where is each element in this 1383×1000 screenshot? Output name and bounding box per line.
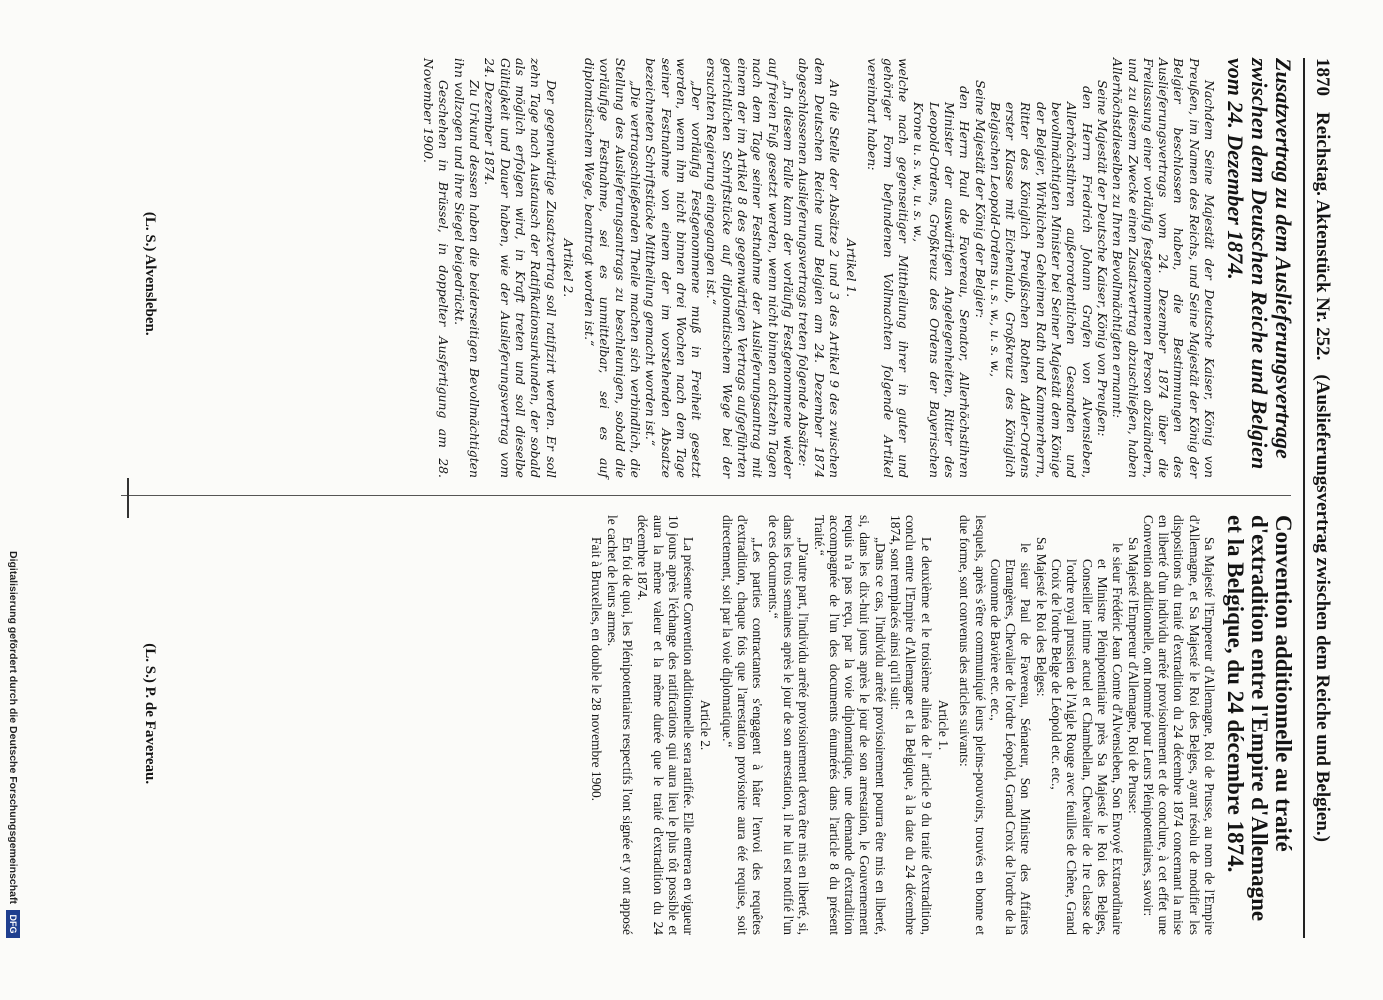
header-title: Reichstag. Aktenstück Nr. 252. [1312, 112, 1333, 361]
running-header [1303, 58, 1339, 938]
french-signed-at: Fait à Bruxelles, en double le 28 novembre 1900. [589, 537, 605, 802]
german-plenipotentiary-1: den Herrn Friedrich Johann Grafen von Alvensleben, Allerhöchstihren außerordentlichen Gesandten und bevollmächtigten Minister bei Seiner Majestät dem Könige der Belgier, Wirklichen Geheimen Rath und Kammerherrn, Ritter des Königlich Preußischen Rothen Adler-Ordens erster Klasse mit Eichenlaub, Großkreuz des Königlich Belgischen Leopold-Ordens u. s. w., u. s. w., [987, 86, 1095, 478]
signatory-2: P. de Favereau. [142, 686, 158, 785]
german-column [421, 58, 1295, 478]
signature-favereau [141, 643, 158, 784]
closing-rule [127, 478, 129, 518]
german-sovereign-1: Seine Majestät der Deutsche Kaiser, König von Preußen: [1094, 80, 1110, 437]
seal-1: (L. S.) [142, 211, 158, 252]
german-title: Zusatzvertrag zu dem Auslieferungsvertrage zwischen dem Deutschen Reiche und Belgien vom 24. Dezember 1874. [1223, 58, 1296, 470]
header-subtitle: (Auslieferungsvertrag zwischen dem Reiche und Belgien.) [1312, 374, 1333, 842]
french-article-2-text: La présente Convention additionnelle sera ratifiée. Elle entrera en vigueur 10 jours après l'échange des ratifications qui aura lieu le plus tôt possible et aura la même valeur et la même durée que le traité d'extradition du 24 décembre 1874. [635, 515, 697, 935]
seal-2: (L. S.) [142, 643, 158, 683]
german-article-1-quote-1: „In diesem Falle kann der vorläufig Festgenommene wieder auf freien Fuß gesetzt werden, wenn nicht binnen achtzehn Tagen nach dem Tage seiner Festnahme der Auslieferungsantrag mit einem der im Artikel 8 des gegenwärtigen Vertrags aufgeführten gerichtlichen Schriftstücke auf diplomatischem Wege bei der ersuchten Regierung eingegangen ist.“ [704, 58, 796, 478]
french-attestation: En foi de quoi, les Plénipotentiaires respectifs l'ont signée et y ont apposé le cachet de leurs armes. [604, 515, 636, 935]
french-article-1-text: Le deuxième et le troisième alinéa de l' article 9 du traité d'extradition, conclu entre l'Empire d'Allemagne et la Belgique, à la date du 24 décembre 1874, sont remplacés ainsi qu'il suit: [888, 515, 934, 935]
french-article-1-quote-3: „Les parties contractantes s'engagent à hâter l'envoi des requêtes d'extradition, chaque fois que l'arrestation provisoire aura été requise, soit directement, soit par la voie diplomatique.“ [719, 515, 766, 935]
german-plenipotentiary-2: den Herrn Paul de Favereau, Senator, Allerhöchstihren Minister der auswärtigen Angelegenheiten, Ritter des Leopold-Ordens, Großkreuz des Ordens der Bayerischen Krone u. s. w., u. s. w., [911, 86, 973, 478]
german-article-1-text: An die Stelle der Absätze 2 und 3 des Artikel 9 des zwischen dem Deutschen Reiche und Belgien am 24. Dezember 1874 abgeschlossenen Auslieferungsvertrags treten folgende Absätze: [796, 58, 842, 478]
french-article-1-heading: Article 1. [935, 699, 951, 751]
german-agreement: welche nach gegenseitiger Mittheilung ihrer in guter und gehöriger Form befundenen Vollmachten folgende Artikel vereinbart haben: [865, 58, 912, 478]
credit-text: Digitalisierung gefördert durch die Deutsche Forschungsgemeinschaft [7, 551, 19, 904]
french-sovereign-2: Sa Majesté le Roi des Belges: [1033, 537, 1049, 697]
german-attestation: Zu Urkund dessen haben die beiderseitigen Bevollmächtigten ihn vollzogen und ihre Siegel beigedrückt. [451, 58, 483, 478]
french-article-2-heading: Article 2. [698, 699, 714, 751]
french-title: Convention additionnelle au traité d'extradition entre l'Empire d'Allemagne et la Belgique, du 24 décembre 1874. [1223, 515, 1296, 922]
german-sovereign-2: Seine Majestät der König der Belgier: [972, 80, 988, 319]
french-sovereign-1: Sa Majesté l'Empereur d'Allemagne, Roi de Prusse: [1125, 537, 1141, 814]
french-article-1-quote-1: „Dans ce cas, l'individu arrêté provisoirement pourra être mis en liberté, si, dans les dix-huit jours après le jour de son arrestation, le Gouvernement requis n'a pas reçu, par la voie diplomatique, une demande d'extradition accompagnée de l'un des documents énumérés dans l'article 8 du présent Traité.“ [811, 515, 888, 935]
french-column [589, 515, 1295, 935]
german-signed-at: Geschehen in Brüssel, in doppelter Ausfertigung am 28. November 1900. [421, 58, 452, 478]
french-article-1-quote-2: „D'autre part, l'individu arrêté provisoirement devra être mis en liberté, si, dans les trois semaines après le jour de son arrestation, il ne lui est notifié l'un de ces documents.“ [765, 515, 812, 935]
page-number: 1870 [1312, 58, 1333, 96]
french-agreement: lesquels, après s'être communiqué leurs pleins-pouvoirs, trouvés en bonne et due forme, sont convenus des articles suivants: [957, 515, 988, 935]
german-intro: Nachdem Seine Majestät der Deutsche Kaiser, König von Preußen, im Namen des Reichs, und Seine Majestät der König der Belgier beschlossen haben, die Bestimmungen des Auslieferungsvertrags vom 24. Dezember 1874 über die Freilassung einer vorläufig festgenommenen Person abzuändern, und zu diesem Zwecke einen Zusatzvertrag abzuschließen, haben Allerhöchstdieselben zu Ihren Bevollmächtigten ernannt: [1110, 58, 1217, 478]
signature-block [127, 58, 178, 938]
french-plenipotentiary-1: le sieur Frédéric Jean Comte d'Alvensleben, Son Envoyé Extraordinaire et Ministre Plénipotentiaire près Sa Majesté le Roi des Belges, Conseiller intime actuel et Chambellan, Chevalier de 1re classe de l'ordre royal prussien de l'Aigle Rouge avec feuilles de Chêne, Grand Croix de l'ordre Belge de Léopold etc. etc., [1049, 543, 1126, 935]
column-divider [121, 495, 1291, 496]
french-plenipotentiary-2: le sieur Paul de Favereau, Sénateur, Son Ministre des Affaires Etrangères, Chevalier de l'ordre Léopold, Grand Croix de l'ordre de la Couronne de Bavière etc. etc., [987, 543, 1034, 935]
signature-alvensleben [141, 212, 158, 336]
dfg-logo-icon: DFG [6, 910, 20, 938]
signatory-1: Alvensleben. [142, 254, 158, 336]
german-article-1-heading: Artikel 1. [844, 238, 860, 298]
german-article-2-heading: Artikel 2. [560, 238, 576, 298]
german-article-1-quote-2: „Der vorläufig Festgenommene muß in Freiheit gesetzt werden, wenn ihm nicht binnen drei Wochen nach dem Tage seiner Festnahme von einem der im vorstehenden Absatze bezeichneten Schriftstücke Mittheilung gemacht worden ist.“ [643, 58, 705, 478]
german-article-2-text: Der gegenwärtige Zusatzvertrag soll ratifizirt werden. Er soll zehn Tage nach Austausch der Ratifikationsurkunden, der sobald als möglich erfolgen wird, in Kraft treten und soll dieselbe Gültigkeit und Dauer haben, wie der Auslieferungsvertrag vom 24. Dezember 1874. [482, 58, 559, 478]
german-article-1-quote-3: „Die vertragschließenden Theile machen sich verbindlich, die Stellung des Auslieferungsantrags zu beschleunigen, sobald die vorläufige Festnahme, sei es unmittelbar, sei es auf diplomatischem Wege, beantragt worden ist.“ [582, 58, 644, 478]
digitization-credit [3, 58, 23, 938]
french-intro: Sa Majesté l'Empereur d'Allemagne, Roi de Prusse, au nom de l'Empire d'Allemagne, et Sa Majesté le Roi des Belges, ayant résolu de modifier les dispositions du traité d'extradition du 24 décembre 1874 concernant la mise en liberté d'un individu arrêté provisoirement et de conclure, à cet effet une Convention additionnelle, ont nommé pour Leurs Plénipotentiaires, savoir: [1140, 515, 1217, 935]
